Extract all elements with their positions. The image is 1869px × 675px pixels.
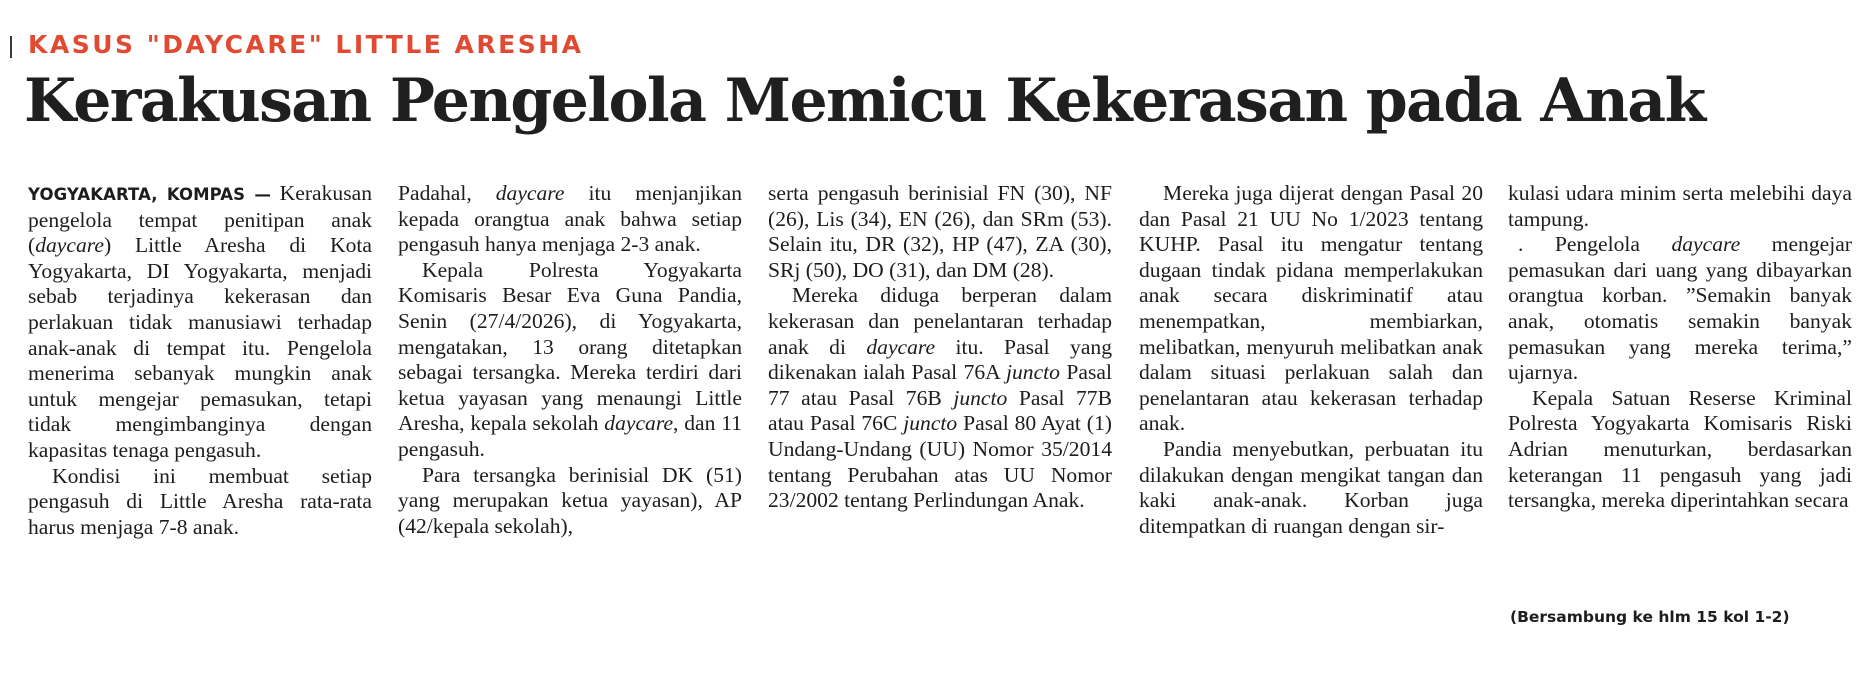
italic-term: juncto [953, 385, 1008, 410]
article-column-2 [398, 181, 742, 539]
paragraph: Pandia menyebutkan, perbuatan itu dilakukan dengan mengikat tangan dan kaki anak-anak. Korban juga ditempatkan di ruangan dengan sir- [1139, 436, 1483, 538]
italic-term: juncto [1006, 360, 1060, 385]
paragraph: serta pengasuh berinisial FN (30), NF (26), Lis (34), EN (26), dan SRm (53). Selain itu, DR (32), HP (47), ZA (30), SRj (50), DO (31), dan DM (28). [768, 181, 1112, 282]
paragraph: Kondisi ini membuat setiap pengasuh di Little Aresha rata-rata harus menjaga 7-8 anak. [28, 463, 372, 539]
text-run: itu menjanjikan kepada orangtua anak bahwa setiap pengasuh hanya menjaga 2-3 anak. [398, 181, 743, 257]
italic-term: daycare [604, 411, 674, 436]
text-run: itu. Pasal yang dikenakan ialah Pasal 76A [768, 334, 1113, 385]
article-column-5 [1508, 181, 1852, 514]
italic-term: juncto [903, 411, 958, 436]
paragraph [28, 181, 372, 464]
paragraph: kulasi udara minim serta melebihi daya tampung. [1508, 181, 1852, 231]
italic-term: daycare [495, 181, 565, 205]
text-run: , dan 11 pengasuh. [398, 411, 743, 461]
text-run: . Pengelola [1518, 232, 1672, 257]
text-run: Pasal 77B atau Pasal 76C [768, 385, 1113, 436]
text-run: Kerakusan pengelola tempat penitipan anak ( [28, 181, 372, 258]
paragraph: Mereka juga dijerat dengan Pasal 20 dan Pasal 21 UU No 1/2023 tentang KUHP. Pasal itu mengatur tentang dugaan tindak pidana memperlakukan anak secara diskriminatif atau menempatkan, membiarkan, melibatkan, menyuruh melibatkan anak dalam situasi perlakuan salah dan penelantaran atau kekerasan terhadap anak. [1139, 181, 1483, 436]
article-column-3 [768, 181, 1112, 514]
text-run: ) Little Aresha di Kota Yogyakarta, DI Yogyakarta, menjadi sebab terjadinya kekerasan dan perlakuan tidak manusiawi terhadap anak-anak di tempat itu. Pengelola menerima sebanyak mungkin anak untuk mengejar pemasukan, tetapi tidak mengimbanginya dengan kapasitas tenaga pengasuh. [28, 233, 372, 462]
continuation-note: (Bersambung ke hlm 15 kol 1-2) [1510, 608, 1790, 626]
text-run: Padahal, [398, 181, 496, 205]
paragraph [398, 181, 742, 258]
kicker-rule [10, 36, 12, 58]
text-run: Pasal 80 Ayat (1) Undang-Undang (UU) Nomor 35/2014 tentang Perubahan atas UU Nomor 23/2002 tentang Perlindungan Anak. [768, 411, 1112, 513]
kicker: KASUS "DAYCARE" LITTLE ARESHA [28, 30, 584, 59]
text-run: Pasal 77 atau Pasal 76B [768, 360, 1112, 410]
article-column-1 [28, 181, 372, 540]
italic-term: daycare [35, 233, 104, 258]
headline: Kerakusan Pengelola Memicu Kekerasan pada Anak [24, 66, 1705, 136]
text-run: Kepala Polresta Yogyakarta Komisaris Besar Eva Guna Pandia, Senin (27/4/2026), di Yogyakarta, mengatakan, 13 orang ditetapkan sebagai tersangka. Mereka terdiri dari ketua yayasan yang menaungi Little Aresha, kepala sekolah [398, 257, 742, 436]
italic-term: daycare [1671, 232, 1741, 257]
text-run: Mereka diduga berperan dalam kekerasan dan penelantaran terhadap anak di [768, 283, 1112, 359]
italic-term: daycare [866, 334, 936, 359]
paragraph: Para tersangka berinisial DK (51) yang merupakan ketua yayasan), AP (42/kepala sekolah), [398, 462, 742, 538]
paragraph [1508, 232, 1852, 386]
paragraph [768, 283, 1112, 513]
text-run: mengejar pemasukan dari uang yang dibayarkan orangtua korban. ”Semakin banyak anak, otomatis semakin banyak pemasukan yang mereka terima,” ujarnya. [1508, 232, 1852, 385]
paragraph [398, 258, 742, 463]
dateline: YOGYAKARTA, KOMPAS — [28, 185, 271, 204]
paragraph: Kepala Satuan Reserse Kriminal Polresta Yogyakarta Komisaris Riski Adrian menuturkan, berdasarkan keterangan 11 pengasuh yang jadi tersangka, mereka diperintahkan secara [1508, 385, 1852, 513]
article-column-4 [1139, 181, 1483, 539]
